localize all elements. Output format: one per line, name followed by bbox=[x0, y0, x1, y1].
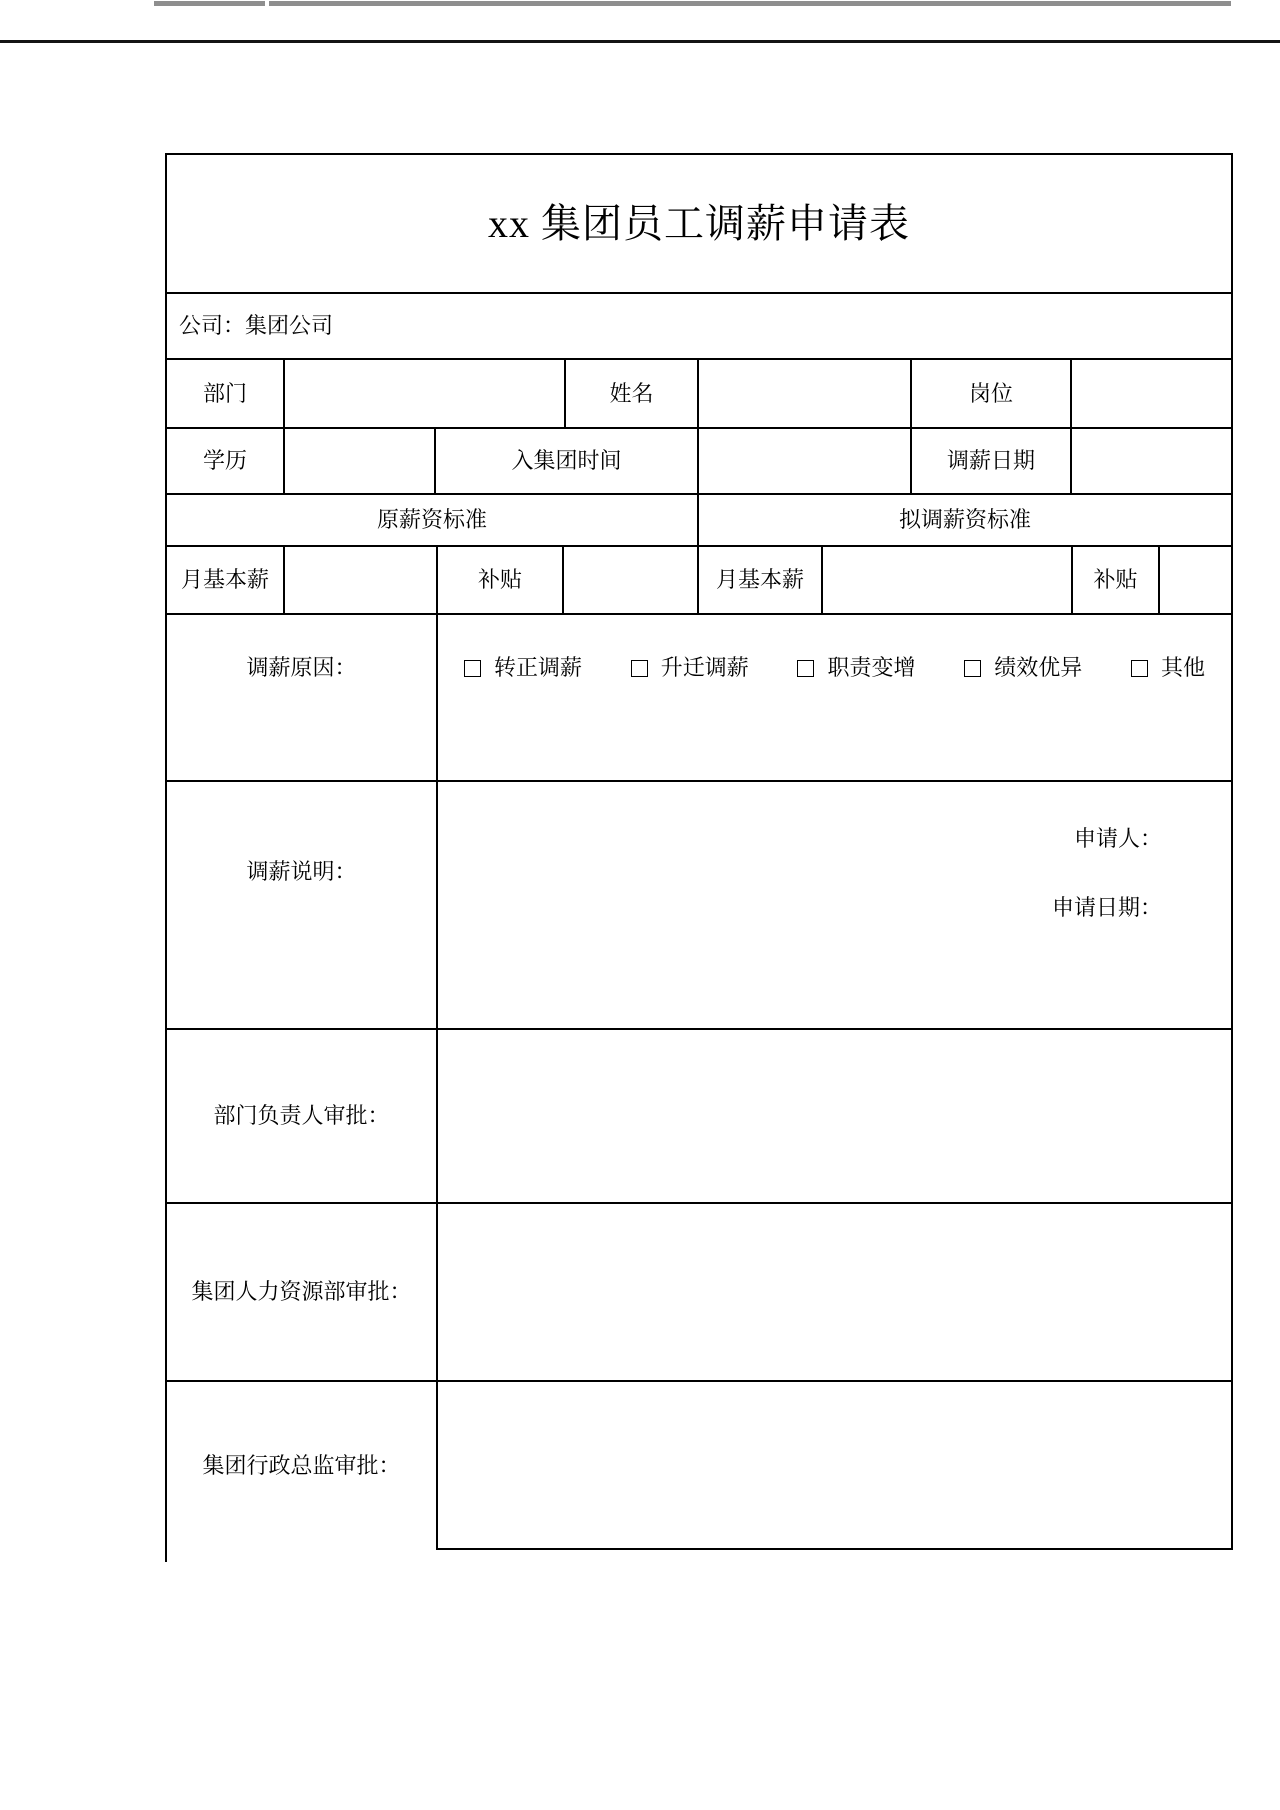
hr-approval-content-cell[interactable] bbox=[436, 1202, 1233, 1380]
reason-options-cell bbox=[436, 613, 1233, 780]
name-input-cell[interactable] bbox=[697, 358, 910, 427]
reason-option-label: 绩效优异 bbox=[994, 655, 1083, 680]
education-input-cell[interactable] bbox=[283, 427, 434, 493]
reason-option-label: 其他 bbox=[1160, 655, 1205, 680]
director-approval-label-cell: 集团行政总监审批： bbox=[165, 1380, 436, 1550]
allowance-input-cell-proposed[interactable] bbox=[1158, 545, 1233, 613]
explanation-label-cell: 调薪说明： bbox=[165, 780, 436, 1028]
director-approval-content-cell[interactable] bbox=[436, 1380, 1233, 1550]
proposed-salary-header-cell: 拟调薪资标准 bbox=[697, 493, 1233, 545]
checkbox-icon[interactable] bbox=[464, 660, 481, 677]
reason-option-label: 升迁调薪 bbox=[660, 655, 749, 680]
join-time-label-cell: 入集团时间 bbox=[434, 427, 697, 493]
position-label-cell: 岗位 bbox=[910, 358, 1070, 427]
base-salary-input-cell-proposed[interactable] bbox=[821, 545, 1071, 613]
top-bar-left bbox=[154, 1, 265, 6]
join-time-input-cell[interactable] bbox=[697, 427, 910, 493]
explanation-content-cell[interactable] bbox=[436, 780, 1233, 1028]
reason-option-duty-change[interactable] bbox=[797, 655, 915, 681]
dept-input-cell[interactable] bbox=[283, 358, 564, 427]
allowance-label-cell-original: 补贴 bbox=[436, 545, 562, 613]
adjust-date-label-cell: 调薪日期 bbox=[910, 427, 1070, 493]
reason-option-promotion[interactable] bbox=[631, 655, 749, 681]
allowance-input-cell-original[interactable] bbox=[562, 545, 697, 613]
reason-option-regularization[interactable] bbox=[464, 655, 582, 681]
apply-date-label: 申请日期： bbox=[1051, 895, 1162, 920]
base-salary-label-cell-original: 月基本薪 bbox=[165, 545, 283, 613]
checkbox-icon[interactable] bbox=[964, 660, 981, 677]
position-input-cell[interactable] bbox=[1070, 358, 1233, 427]
top-bar-right bbox=[269, 1, 1231, 6]
dept-approval-content-cell[interactable] bbox=[436, 1028, 1233, 1202]
base-salary-input-cell-original[interactable] bbox=[283, 545, 436, 613]
separator-line bbox=[0, 40, 1280, 43]
name-label-cell: 姓名 bbox=[564, 358, 697, 427]
education-label-cell: 学历 bbox=[165, 427, 283, 493]
form-title: xx 集团员工调薪申请表 bbox=[165, 153, 1233, 292]
checkbox-icon[interactable] bbox=[631, 660, 648, 677]
checkbox-icon[interactable] bbox=[797, 660, 814, 677]
reason-option-label: 转正调薪 bbox=[494, 655, 583, 680]
dept-approval-label-cell: 部门负责人审批： bbox=[165, 1028, 436, 1202]
base-salary-label-cell-proposed: 月基本薪 bbox=[697, 545, 821, 613]
adjust-date-input-cell[interactable] bbox=[1070, 427, 1233, 493]
applicant-label: 申请人： bbox=[1073, 826, 1162, 851]
original-salary-header-cell: 原薪资标准 bbox=[165, 493, 697, 545]
hr-approval-label-cell: 集团人力资源部审批： bbox=[165, 1202, 436, 1380]
reason-option-label: 职责变增 bbox=[827, 655, 916, 680]
dept-label-cell: 部门 bbox=[165, 358, 283, 427]
left-border-tail bbox=[165, 1550, 167, 1562]
allowance-label-cell-proposed: 补贴 bbox=[1071, 545, 1158, 613]
reason-option-other[interactable] bbox=[1131, 655, 1205, 681]
checkbox-icon[interactable] bbox=[1131, 660, 1148, 677]
reason-label-cell: 调薪原因： bbox=[165, 613, 436, 780]
company-cell: 公司：集团公司 bbox=[165, 292, 1233, 358]
reason-option-performance[interactable] bbox=[964, 655, 1082, 681]
